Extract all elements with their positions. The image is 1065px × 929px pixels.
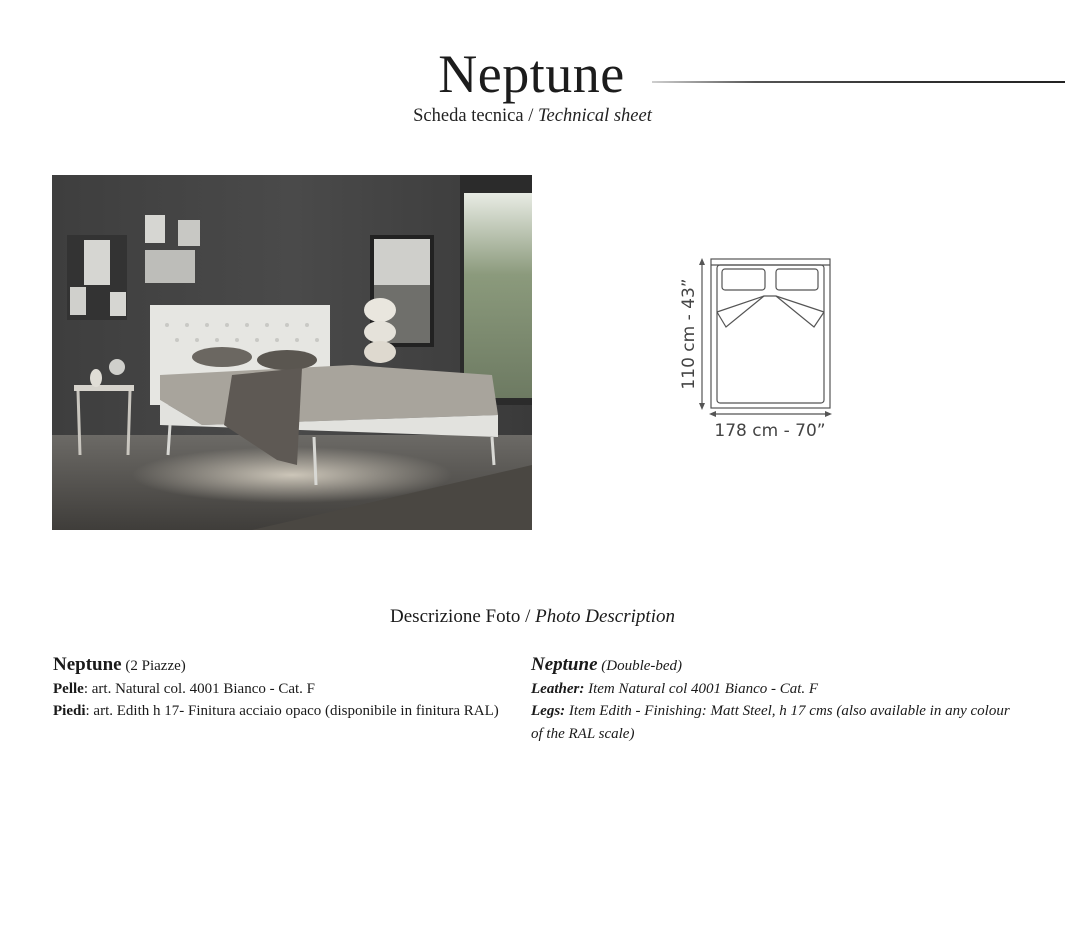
product-variant: (Double-bed) — [601, 658, 683, 674]
spec-label: Legs: — [531, 703, 566, 719]
title-divider — [652, 81, 1065, 83]
spec-row-pelle — [53, 678, 523, 701]
product-name: Neptune — [53, 654, 122, 675]
description-italian — [53, 654, 523, 723]
spec-row-leather — [531, 678, 1021, 701]
page-subtitle — [0, 106, 1065, 127]
dimension-diagram — [672, 250, 842, 445]
subtitle-italian: Scheda tecnica / — [413, 106, 534, 126]
spec-row-legs — [531, 700, 1021, 745]
height-label: 110 cm - 43” — [679, 278, 699, 390]
spec-row-piedi — [53, 700, 523, 723]
product-photo — [52, 175, 532, 530]
spec-label: Leather: — [531, 680, 585, 697]
spec-label: Pelle — [53, 680, 84, 697]
description-english — [531, 654, 1021, 745]
product-name: Neptune — [531, 654, 598, 675]
bed-top-view-icon — [672, 250, 842, 445]
spec-value: Item Edith - Finishing: Matt Steel, h 17 cms (also available in any colour of the RAL scale) — [531, 703, 1010, 742]
product-name-row — [531, 654, 1021, 678]
spec-value: Item Natural col 4001 Bianco - Cat. F — [584, 680, 819, 697]
spec-value: : art. Edith h 17- Finitura acciaio opaco (disponibile in finitura RAL) — [85, 703, 499, 719]
heading-italian: Descrizione Foto / — [390, 606, 531, 627]
page-title: Neptune — [438, 44, 625, 104]
product-variant: (2 Piazze) — [125, 658, 186, 674]
product-name-row — [53, 654, 523, 678]
heading-english: Photo Description — [535, 606, 675, 627]
spec-label: Piedi — [53, 703, 86, 719]
width-label: 178 cm - 70” — [714, 421, 826, 441]
photo-description-heading — [0, 606, 1065, 628]
subtitle-english: Technical sheet — [537, 106, 652, 126]
spec-value: : art. Natural col. 4001 Bianco - Cat. F — [83, 680, 316, 697]
